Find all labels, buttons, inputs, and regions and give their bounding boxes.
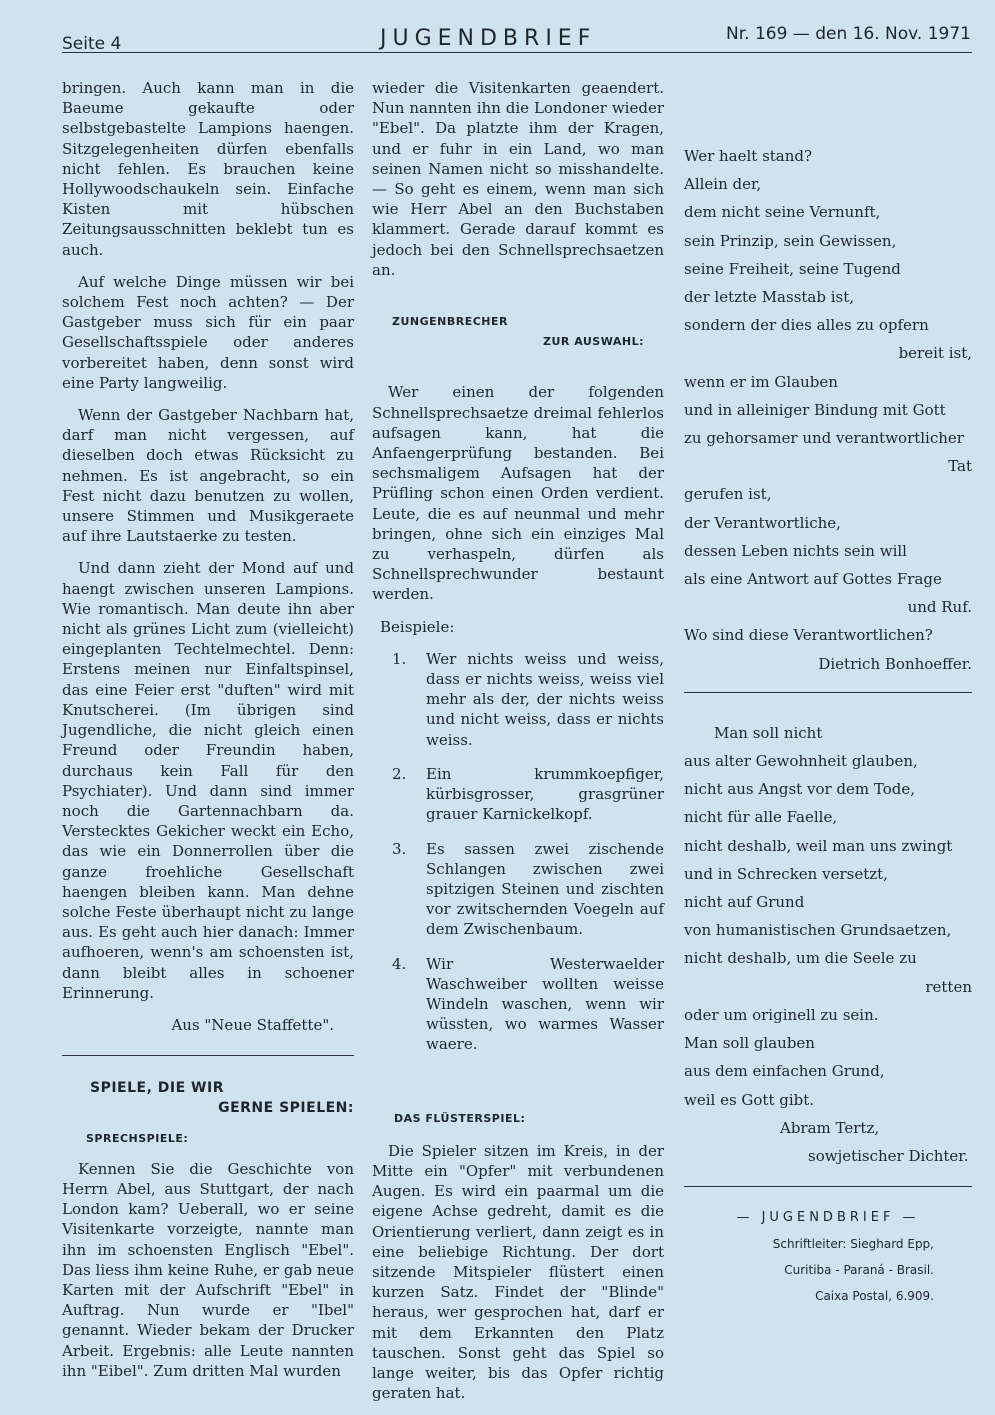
poem-line: sein Prinzip, sein Gewissen,	[684, 231, 897, 250]
poem-author: Abram Tertz,	[780, 1118, 880, 1137]
poem-line: nicht deshalb, weil man uns zwingt	[684, 836, 953, 855]
newspaper-title: JUGENDBRIEF	[380, 26, 597, 51]
poem-line: nicht für alle Faelle,	[684, 808, 838, 827]
bonhoeffer-poem	[684, 142, 972, 678]
footer-postbox: Caixa Postal, 6.909.	[815, 1289, 934, 1304]
poem-author-title: sowjetischer Dichter.	[808, 1146, 969, 1165]
poem-line: nicht aus Angst vor dem Tode,	[684, 780, 916, 799]
poem-line: wenn er im Glauben	[684, 372, 838, 391]
section-heading-line-1: SPIELE, DIE WIR	[90, 1080, 224, 1097]
fluesterspiel-paragraph: Die Spieler sitzen im Kreis, in der Mitte ein "Opfer" mit verbundenen Augen. Es wird ein paarmal um die eigene Achse gedreht, damit es die Orientierung verliert, dann zeigt es in eine beliebige Richtung. Der dort sitzende Mitspieler flüstert einen kurzen Satz. Findet der "Blinde" heraus, wer gesprochen hat, darf er mit dem Erkannten den Platz tauschen. Sonst geht das Spiel so lange weiter, bis das Opfer richtig geraten hat.	[372, 1141, 664, 1403]
example-text: Es sassen zwei zischende Schlangen zwischen zwei spitzigen Steinen und zischten vor zwitschernden Voegeln auf dem Zwischenbaum.	[426, 839, 664, 939]
party-paragraph-2: Auf welche Dinge müssen wir bei solchem Fest noch achten? — Der Gastgeber muss sich für ein paar Gesellschaftsspiele oder anderes vorbereitet haben, denn sonst wird eine Party langweilig.	[62, 272, 354, 392]
page-header	[0, 20, 995, 54]
example-text: Wir Westerwaelder Waschweiber wollten weisse Windeln waschen, wenn wir wüssten, wo warmes Wasser waere.	[426, 954, 664, 1054]
poem-line: und in Schrecken versetzt,	[684, 864, 888, 883]
poem-line: Man soll glauben	[684, 1034, 815, 1053]
poem-line: von humanistischen Grundsaetzen,	[684, 921, 952, 940]
poem-line: nicht deshalb, um die Seele zu	[684, 949, 917, 968]
heading-zur-auswahl: ZUR AUSWAHL:	[542, 335, 644, 349]
poem-line: bereit ist,	[898, 344, 972, 363]
example-number: 2.	[392, 764, 407, 783]
footer-title: — JUGENDBRIEF —	[736, 1210, 920, 1226]
poem-line: und Ruf.	[907, 598, 972, 617]
poem-line: sondern der dies alles zu opfern	[684, 316, 929, 335]
poem-line: Wer haelt stand?	[684, 147, 813, 165]
footer-divider	[684, 1186, 972, 1187]
poem-line: weil es Gott gibt.	[684, 1090, 815, 1109]
abel-paragraph: Kennen Sie die Geschichte von Herrn Abel, aus Stuttgart, der nach London kam? Ueberall, wo er seine Visitenkarte vorzeigte, nannte man ihn im schoensten Englisch "Ebel". Das liess ihm keine Ruhe, er gab neue Karten mit der Aufschrift "Ebel" in Auftrag. Nun wurde er "Ibel" genannt. Wieder bekam der Drucker Arbeit. Ergebnis: alle Leute nannten ihn "Eibel". Zum dritten Mal wurden	[62, 1159, 354, 1380]
party-paragraph-1: bringen. Auch kann man in die Baeume gekaufte oder selbstgebastelte Lampions haengen. Sitzgelegenheiten dürfen ebenfalls nicht fehlen. Es brauchen keine Hollywoodschaukeln sein. Einfache Kisten mit hübschen Zeitungsausschnitten beklebt tun es auch.	[62, 79, 354, 259]
poem-line: Man soll nicht	[714, 723, 823, 742]
example-item	[372, 649, 664, 750]
poem-author: Dietrich Bonhoeffer.	[818, 654, 972, 673]
poem-line: als eine Antwort auf Gottes Frage	[684, 570, 942, 589]
header-rule	[62, 52, 972, 53]
example-number: 1.	[392, 649, 407, 668]
tertz-poem	[684, 719, 972, 1170]
poem-line: Wo sind diese Verantwortlichen?	[684, 626, 933, 645]
column-2	[372, 78, 664, 1415]
example-item	[372, 839, 664, 940]
section-heading-line-2: GERNE SPIELEN:	[218, 1100, 354, 1117]
heading-fluesterspiel: DAS FLÜSTERSPIEL:	[394, 1111, 526, 1125]
column-1	[62, 78, 354, 1393]
poem-line: dessen Leben nichts sein will	[684, 541, 907, 560]
example-item	[372, 954, 664, 1055]
poem-line: retten	[925, 977, 972, 996]
page-number: Seite 4	[62, 34, 122, 54]
poem-line: der Verantwortliche,	[684, 513, 841, 532]
subheading-sprechspiele: SPRECHSPIELE:	[86, 1131, 189, 1145]
poem-line: dem nicht seine Vernunft,	[684, 203, 881, 222]
poem-divider	[684, 692, 972, 693]
poem-line: Tat	[948, 457, 972, 476]
example-number: 4.	[392, 954, 407, 973]
examples-label: Beispiele:	[380, 617, 455, 636]
issue-date: Nr. 169 — den 16. Nov. 1971	[725, 24, 971, 44]
poem-line: aus alter Gewohnheit glauben,	[684, 752, 918, 771]
poem-line: zu gehorsamer und verantwortlicher	[684, 429, 964, 448]
zungenbrecher-intro: Wer einen der folgenden Schnellsprechsaetze dreimal fehlerlos aufsagen kann, hat die Anfaengerprüfung bestanden. Bei sechsmaligem Aufsagen hat der Prüfling schon einen Orden verdient. Leute, die es auf neunmal und mehr bringen, ohne sich ein einziges Mal zu verhaspeln, dürfen als Schnellsprechwunder bestaunt werden.	[372, 383, 664, 604]
heading-zungenbrecher: ZUNGENBRECHER	[392, 315, 508, 329]
poem-line: aus dem einfachen Grund,	[684, 1062, 885, 1081]
poem-line: seine Freiheit, seine Tugend	[684, 259, 901, 278]
column-3	[684, 78, 972, 1309]
abel-continued-paragraph: wieder die Visitenkarten geaendert. Nun nannten ihn die Londoner wieder "Ebel". Da platzte ihm der Kragen, und er fuhr in ein Land, wo man seinen Namen nicht so misshandelte. — So geht es einem, wenn man sich wie Herr Abel an den Buchstaben klammert. Gerade darauf kommt es jedoch bei den Schnellsprechsaetzen an.	[372, 79, 664, 279]
party-paragraph-3: Wenn der Gastgeber Nachbarn hat, darf man nicht vergessen, auf dieselben doch etwas Rücksicht zu nehmen. Es ist angebracht, so ein Fest nicht dazu benutzen zu wollen, unsere Stimmen und Musikgeraete auf ihre Lautstaerke zu testen.	[62, 406, 354, 546]
poem-line: und in alleiniger Bindung mit Gott	[684, 400, 946, 419]
source-note: Aus "Neue Staffette".	[171, 1015, 334, 1034]
publisher-footer	[684, 1205, 972, 1309]
footer-editor: Schriftleiter: Sieghard Epp,	[772, 1237, 934, 1252]
party-paragraph-4: Und dann zieht der Mond auf und haengt zwischen unseren Lampions. Wie romantisch. Man deute ihn aber nicht als grünes Licht zum (vielleicht) eingeplanten Techtelmechtel. Denn: Erstens meinen nur Einfaltspinsel, das eine Feier erst "duften" wird mit Knutscherei. (Im übrigen sind Jugendliche, die nicht gleich einen Freund oder Freundin haben, durchaus kein Fall für den Psychiater). Und dann sind immer noch die Gartennachbarn da. Verstecktes Gekicher weckt ein Echo, das wie ein Donnerrollen über die ganze froehliche Gesellschaft haengen bleiben kann. Man dehne solche Feste überhaupt nicht zu lange aus. Es geht auch hier danach: Immer aufhoeren, wenn's am schoensten ist, dann bleibt alles in schoener Erinnerung.	[62, 559, 354, 1002]
poem-line: der letzte Masstab ist,	[684, 288, 855, 307]
example-text: Ein krummkoepfiger, kürbisgrosser, grasgrüner grauer Karnickelkopf.	[426, 764, 664, 824]
example-number: 3.	[392, 839, 407, 858]
poem-line: Allein der,	[684, 175, 762, 194]
footer-city: Curitiba - Paraná - Brasil.	[784, 1263, 934, 1278]
poem-line: oder um originell zu sein.	[684, 1005, 879, 1024]
poem-line: gerufen ist,	[684, 485, 772, 504]
example-item	[372, 764, 664, 825]
section-divider	[62, 1055, 354, 1056]
poem-line: nicht auf Grund	[684, 893, 805, 912]
example-text: Wer nichts weiss und weiss, dass er nichts weiss, weiss viel mehr als der, der nichts weiss und nicht weiss, dass er nichts weiss.	[426, 649, 664, 749]
